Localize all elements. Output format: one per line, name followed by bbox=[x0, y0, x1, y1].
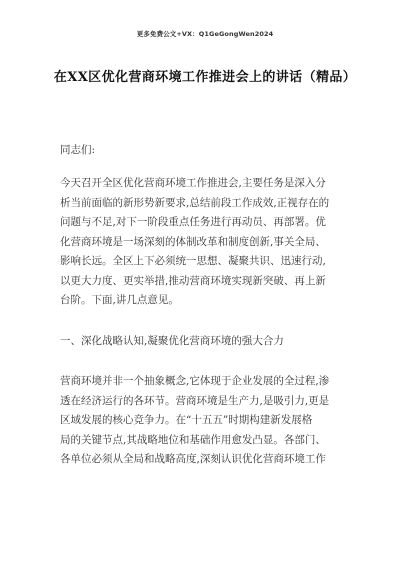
paragraph-line: 台阶。下面,讲几点意见。 bbox=[60, 294, 179, 306]
paragraph-line: 以更大力度、更实举措,推动营商环境实现新突破、再上新 bbox=[60, 274, 326, 287]
section-heading-1 bbox=[60, 332, 362, 352]
paragraph-line: 析当前面临的新形势新要求,总结前段工作成效,正视存在的 bbox=[60, 196, 330, 209]
paragraph-line: 影响长远。全区上下必须统一思想、凝聚共识、迅速行动, bbox=[60, 255, 326, 267]
paragraph-line: 区域发展的核心竞争力。在“十五五”时期构建新发展格 bbox=[60, 414, 313, 426]
paragraph-line: 今天召开全区优化营商环境工作推进会,主要任务是深入分 bbox=[60, 177, 326, 189]
paragraph-line: 局的关键节点,其战略地位和基础作用愈发凸显。各部门、 bbox=[60, 433, 326, 446]
header-note: 更多免费公文+VX：Q1GeGongWen2024 bbox=[136, 30, 274, 38]
paragraph-1 bbox=[60, 174, 362, 311]
paragraph-line: 各单位必须从全局和战略高度,深刻认识优化营商环境工作 bbox=[60, 453, 326, 465]
section-heading-text: 一、深化战略认知,凝聚优化营商环境的强大合力 bbox=[60, 335, 284, 347]
paragraph-line: 营商环境并非一个抽象概念,它体现于企业发展的全过程,渗 bbox=[60, 375, 330, 387]
salutation-text: 同志们: bbox=[60, 144, 96, 156]
paragraph-line: 透在经济运行的各环节。营商环境是生产力,是吸引力,更是 bbox=[60, 394, 330, 407]
paragraph-2 bbox=[60, 372, 362, 470]
salutation bbox=[60, 141, 362, 161]
document-title: 在XX区优化营商环境工作推进会上的讲话（精品） bbox=[53, 70, 357, 85]
paragraph-line: 化营商环境是一场深刻的体制改革和制度创新,事关全局、 bbox=[60, 235, 326, 248]
paragraph-line: 问题与不足,对下一阶段重点任务进行再动员、再部署。优 bbox=[60, 216, 326, 228]
